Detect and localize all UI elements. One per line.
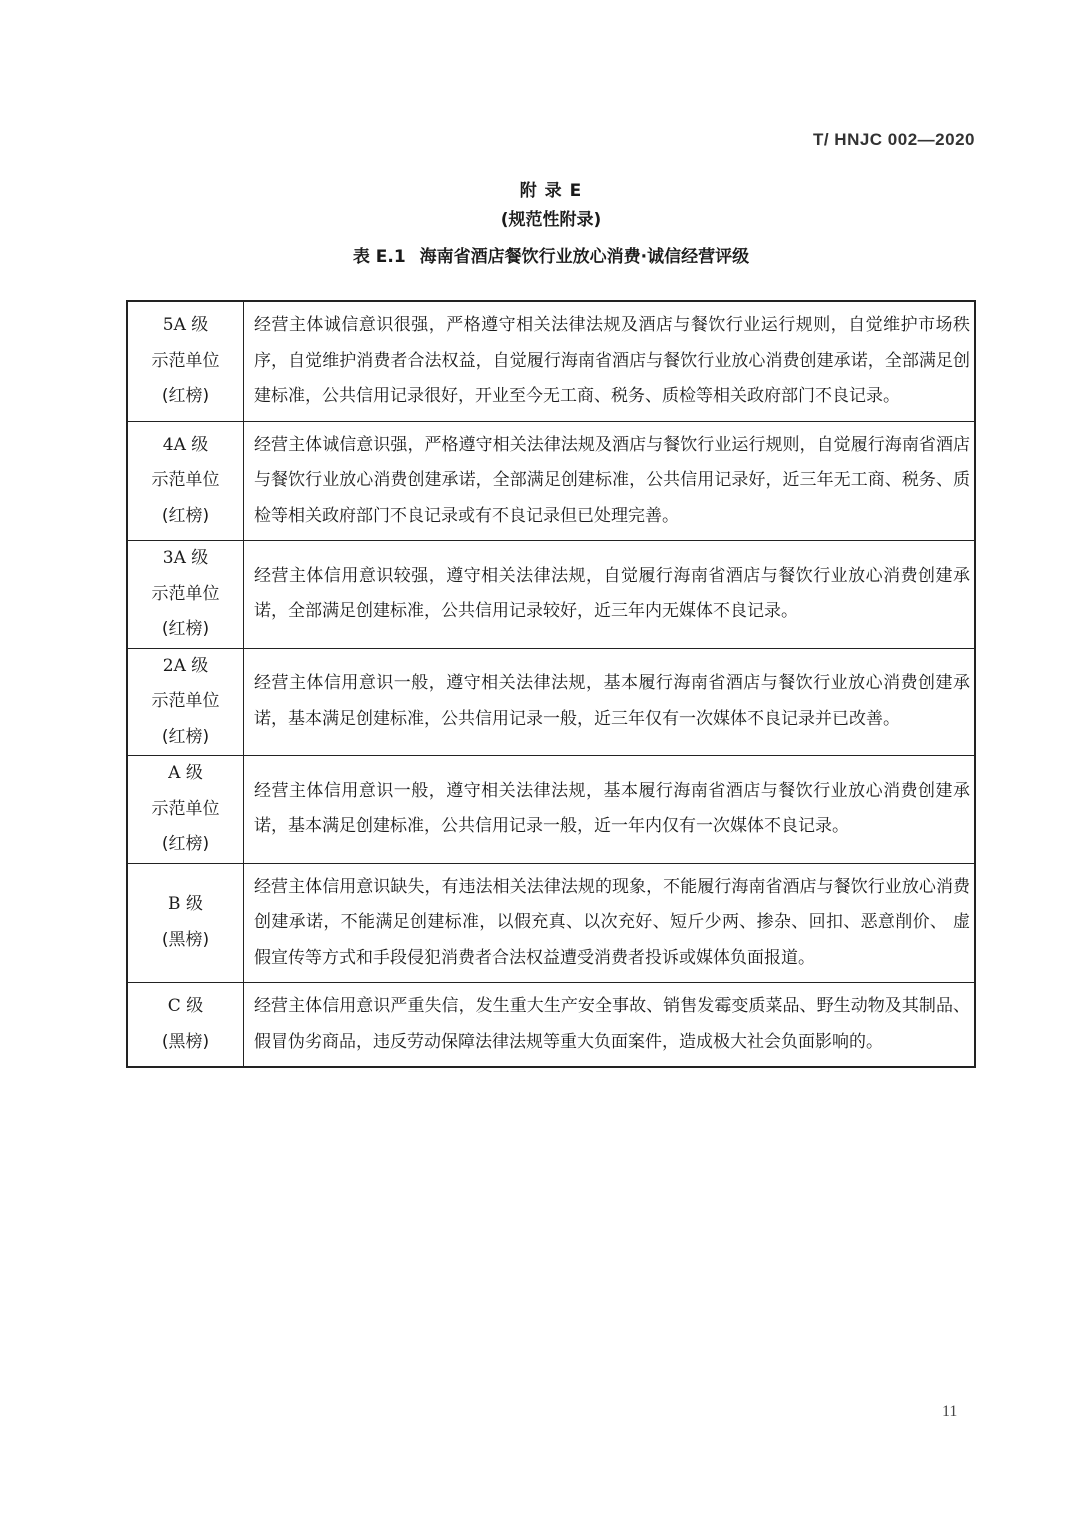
list-label: (红榜) <box>161 619 210 639</box>
unit-label: 示范单位 <box>151 798 220 819</box>
description-cell: 经营主体信用意识严重失信，发生重大生产安全事故、销售发霉变质菜品、野生动物及其制品、假冒伪劣商品，违反劳动保障法律法规等重大负面案件，造成极大社会负面影响的。 <box>244 983 976 1068</box>
description-cell: 经营主体信用意识缺失，有违法相关法律法规的现象，不能履行海南省酒店与餐饮行业放心消费创建承诺，不能满足创建标准，以假充真、以次充好、短斤少两、掺杂、回扣、恶意削价、 虚假宣传等方式和手段侵犯消费者合法权益遭受消费者投诉或媒体负面报道。 <box>244 863 976 983</box>
list-label: (红榜) <box>161 505 210 526</box>
grade-cell <box>127 301 244 421</box>
table-row <box>127 421 975 541</box>
grade-cell <box>127 756 244 864</box>
grade-label: B 级 <box>168 894 203 915</box>
grade-cell <box>127 648 244 756</box>
unit-label: 示范单位 <box>151 470 220 490</box>
grade-cell <box>127 541 244 649</box>
unit-label: 示范单位 <box>151 691 220 711</box>
list-label: (黑榜) <box>161 1031 210 1052</box>
table-row <box>127 301 975 421</box>
grade-cell <box>127 863 244 983</box>
description-cell: 经营主体信用意识较强，遵守相关法律法规，自觉履行海南省酒店与餐饮行业放心消费创建承诺，全部满足创建标准，公共信用记录较好，近三年内无媒体不良记录。 <box>244 541 976 649</box>
grade-label: A 级 <box>168 763 203 783</box>
list-label: (红榜) <box>161 386 210 406</box>
description-cell: 经营主体诚信意识强，严格遵守相关法律法规及酒店与餐饮行业运行规则，自觉履行海南省酒店与餐饮行业放心消费创建承诺，全部满足创建标准，公共信用记录好，近三年无工商、税务、质检等相关政府部门不良记录或有不良记录但已处理完善。 <box>244 421 976 541</box>
table-row <box>127 648 975 756</box>
table-row <box>127 541 975 649</box>
table-row <box>127 756 975 864</box>
table-row <box>127 863 975 983</box>
list-label: (黑榜) <box>161 929 210 950</box>
grade-cell <box>127 421 244 541</box>
grade-cell <box>127 983 244 1068</box>
document-code: T/ HNJC 002—2020 <box>812 130 975 149</box>
appendix-subtitle: (规范性附录) <box>500 210 602 230</box>
description-cell: 经营主体信用意识一般，遵守相关法律法规，基本履行海南省酒店与餐饮行业放心消费创建承诺，基本满足创建标准，公共信用记录一般，近三年仅有一次媒体不良记录并已改善。 <box>244 648 976 756</box>
grade-label: 5A 级 <box>162 315 209 335</box>
grade-label: C 级 <box>167 996 204 1016</box>
appendix-title: 附 录 E <box>519 181 583 201</box>
grade-label: 4A 级 <box>162 434 209 455</box>
grade-table <box>126 300 976 1068</box>
list-label: (红榜) <box>161 834 210 854</box>
table-row <box>127 983 975 1068</box>
grade-label: 2A 级 <box>162 655 209 676</box>
table-caption <box>0 242 1080 267</box>
unit-label: 示范单位 <box>151 350 220 371</box>
description-cell: 经营主体信用意识一般，遵守相关法律法规，基本履行海南省酒店与餐饮行业放心消费创建承诺，基本满足创建标准，公共信用记录一般，近一年内仅有一次媒体不良记录。 <box>244 756 976 864</box>
description-cell: 经营主体诚信意识很强，严格遵守相关法律法规及酒店与餐饮行业运行规则，自觉维护市场秩序，自觉维护消费者合法权益，自觉履行海南省酒店与餐饮行业放心消费创建承诺，全部满足创建标准，公共信用记录很好，开业至今无工商、税务、质检等相关政府部门不良记录。 <box>244 301 976 421</box>
list-label: (红榜) <box>161 726 210 747</box>
unit-label: 示范单位 <box>151 583 220 604</box>
grade-label: 3A 级 <box>162 548 209 568</box>
table-number: 表 E.1 <box>352 247 406 267</box>
page-number: 11 <box>942 1403 958 1420</box>
table-title: 海南省酒店餐饮行业放心消费·诚信经营评级 <box>419 247 750 267</box>
